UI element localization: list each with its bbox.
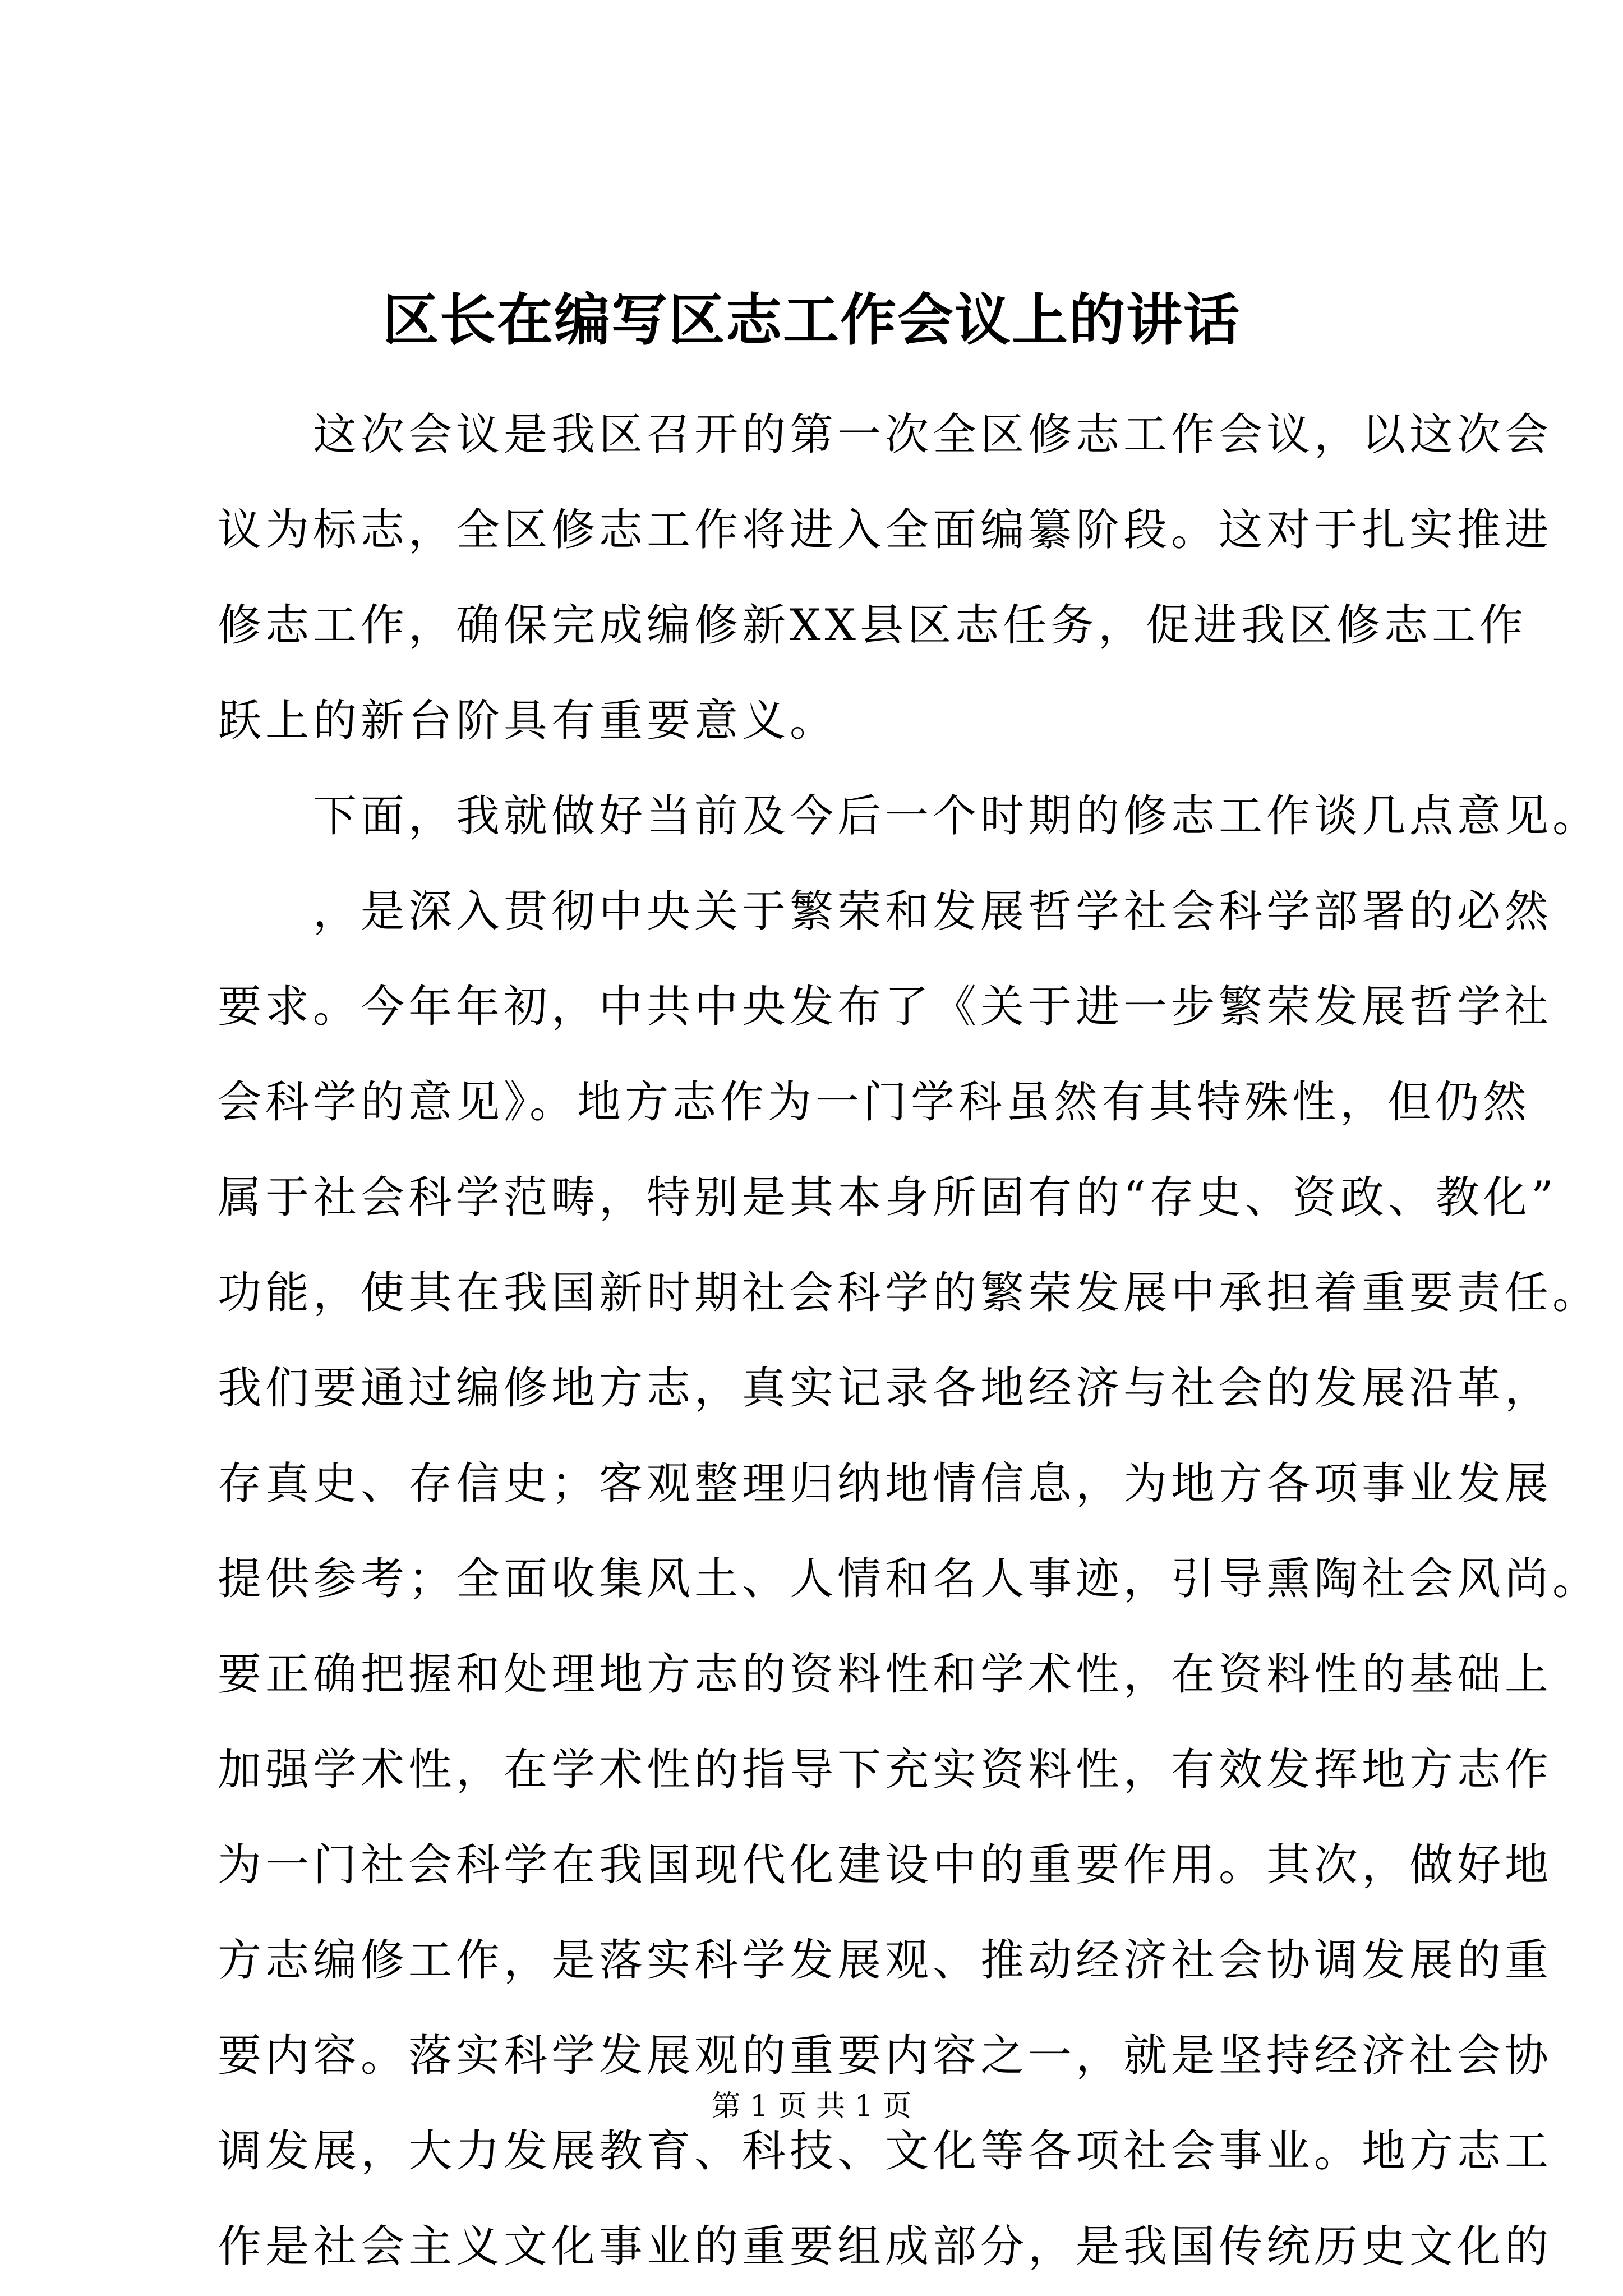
- body-line: 为一门社会科学在我国现代化建设中的重要作用。其次，做好地: [218, 1840, 1553, 1890]
- body-line: 属于社会科学范畴，特别是其本身所固有的“存史、资政、教化”: [218, 1172, 1557, 1223]
- body-line: 调发展，大力发展教育、科技、文化等各项社会事业。地方志工: [218, 2126, 1553, 2177]
- body-line: 跃上的新台阶具有重要意义。: [218, 696, 838, 746]
- body-line: 我们要通过编修地方志，真实记录各地经济与社会的发展沿革，: [218, 1363, 1553, 1414]
- body-line: 方志编修工作，是落实科学发展观、推动经济社会协调发展的重: [218, 1935, 1553, 1986]
- body-line: 要内容。落实科学发展观的重要内容之一，就是坚持经济社会协: [218, 2031, 1553, 2081]
- body-line: 提供参考；全面收集风土、人情和名人事迹，引导熏陶社会风尚。: [218, 1554, 1601, 1604]
- document-body: [218, 387, 1601, 2294]
- document-title: 区长在编写区志工作会议上的讲话: [382, 287, 1241, 353]
- body-line: 要正确把握和处理地方志的资料性和学术性，在资料性的基础上: [218, 1649, 1553, 1700]
- body-line: ，是深入贯彻中央关于繁荣和发展哲学社会科学部署的必然: [218, 886, 1553, 937]
- body-line: 下面，我就做好当前及今后一个时期的修志工作谈几点意见。: [218, 791, 1601, 841]
- body-line: 存真史、存信史；客观整理归纳地情信息，为地方各项事业发展: [218, 1458, 1553, 1509]
- body-line: 这次会议是我区召开的第一次全区修志工作会议，以这次会: [218, 409, 1553, 460]
- body-line: 修志工作，确保完成编修新XX县区志任务，促进我区修志工作: [218, 600, 1528, 651]
- body-line: 要求。今年年初，中共中央发布了《关于进一步繁荣发展哲学社: [218, 982, 1553, 1032]
- body-line: 会科学的意见》。地方志作为一门学科虽然有其特殊性，但仍然: [218, 1077, 1531, 1128]
- page-footer: 第 1 页 共 1 页: [711, 2090, 912, 2123]
- body-line: 作是社会主义文化事业的重要组成部分，是我国传统历史文化的: [218, 2221, 1553, 2272]
- body-line: 议为标志，全区修志工作将进入全面编纂阶段。这对于扎实推进: [218, 505, 1553, 555]
- body-line: 加强学术性，在学术性的指导下充实资料性，有效发挥地方志作: [218, 1745, 1553, 1795]
- body-line: 功能，使其在我国新时期社会科学的繁荣发展中承担着重要责任。: [218, 1268, 1601, 1318]
